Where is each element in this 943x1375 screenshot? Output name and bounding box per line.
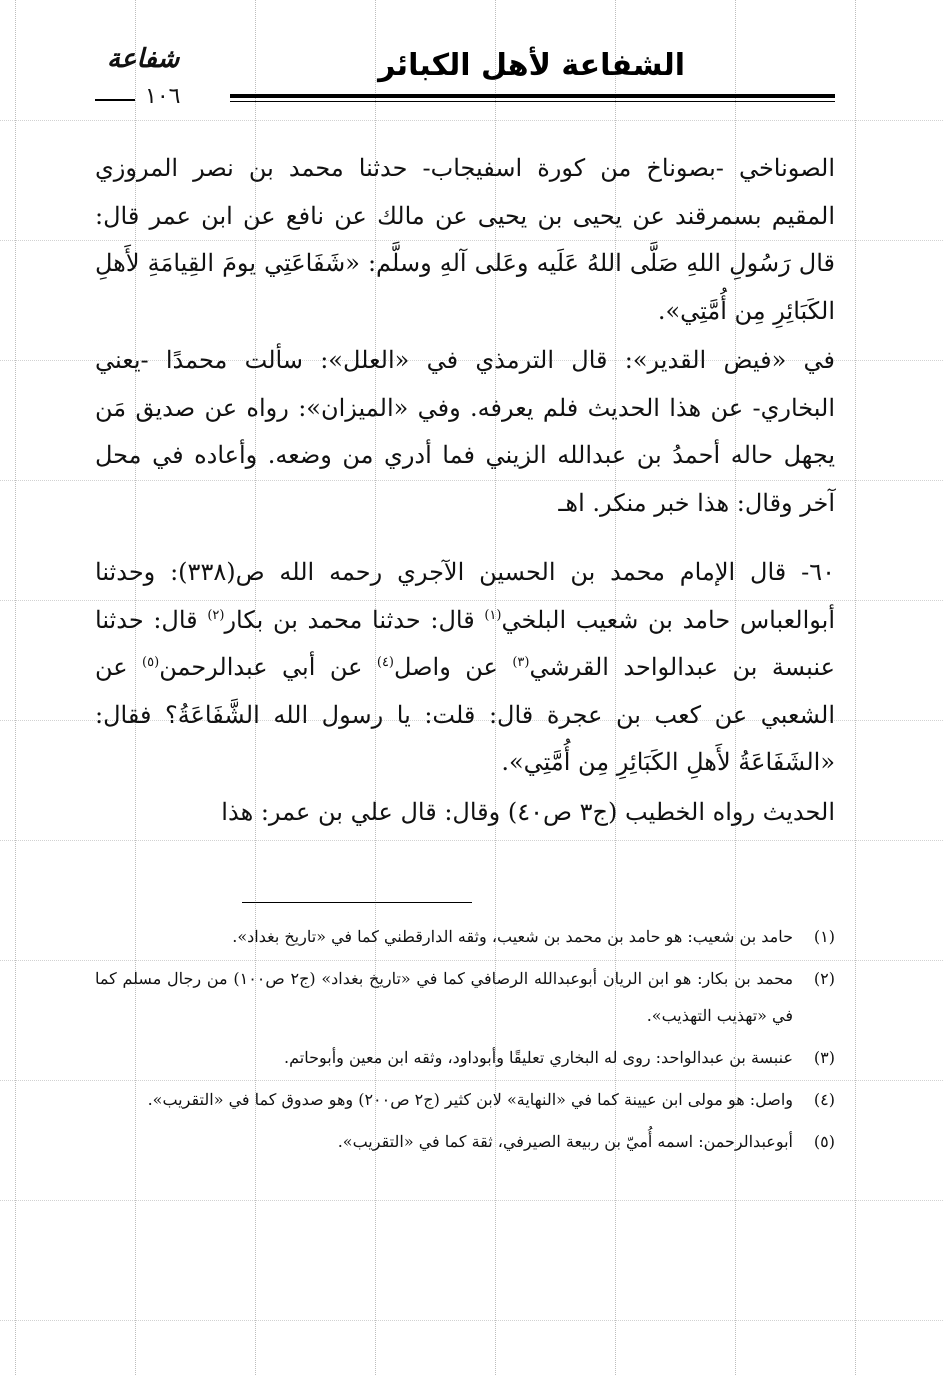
footnotes bbox=[95, 918, 835, 1160]
grid-line bbox=[0, 1200, 943, 1201]
text-run: قال: حدثنا محمد بن بكار bbox=[224, 605, 485, 634]
header-rule-short bbox=[95, 99, 135, 101]
footnote-text: أبوعبدالرحمن: اسمه أُميّ بن ربيعة الصيرفي، ثقة كما في «التقريب». bbox=[337, 1132, 793, 1151]
footnote-text: حامد بن شعيب: هو حامد بن محمد بن شعيب، وثقه الدارقطني كما في «تاريخ بغداد». bbox=[232, 927, 793, 946]
text-run: عن واصل bbox=[394, 653, 513, 681]
header-rule-thin bbox=[230, 101, 835, 102]
page-number: ١٠٦ bbox=[145, 84, 181, 109]
footnote bbox=[95, 960, 835, 1034]
running-title: الشفاعة لأهل الكبائر bbox=[378, 48, 685, 83]
header-rule bbox=[230, 94, 835, 98]
footnote bbox=[95, 918, 835, 955]
footnote-ref: (٤) bbox=[376, 655, 394, 670]
footnote-text: عنبسة بن عبدالواحد: روى له البخاري تعليقًا وأبوداود، وثقه ابن معين وأبوحاتم. bbox=[284, 1048, 793, 1067]
text-run: ٦٠- قال الإمام محمد بن الحسين الآجري رحمه الله ص(٣٣٨): وحدثنا أبوالعباس حامد بن شعيب البلخي bbox=[95, 558, 835, 634]
footnote-text: محمد بن بكار: هو ابن الريان أبوعبدالله الرصافي كما في «تاريخ بغداد» (ج٢ ص١٠٠) من رجال مسلم كما في «تهذيب التهذيب». bbox=[95, 969, 794, 1025]
logo-calligraphy: شفاعة bbox=[107, 44, 180, 74]
main-text bbox=[95, 145, 835, 836]
paragraph: الحديث رواه الخطيب (ج٣ ص٤٠) وقال: قال علي بن عمر: هذا bbox=[221, 797, 835, 826]
paragraph: في «فيض القدير»: قال الترمذي في «العلل»: سألت محمدًا -يعني البخاري- عن هذا الحديث فلم يعرفه. وفي «الميزان»: رواه عن صديق مَن يجهل حاله أحمدُ بن عبدالله الزيني فما أدري من وضعه. وأعاده في محل آخر وقال: هذا خبر منكر. اهـ bbox=[95, 346, 835, 517]
page-header bbox=[95, 30, 835, 110]
footnote-ref: (٥) bbox=[142, 655, 160, 670]
grid-line bbox=[15, 0, 16, 1375]
footnote bbox=[95, 1123, 835, 1160]
footnote-number: (٥) bbox=[813, 1132, 835, 1151]
text-run: قال: حدثنا عنبسة بن عبدالواحد القرشي bbox=[95, 605, 835, 681]
hadith-paragraph bbox=[95, 549, 835, 787]
paragraph: الصوناخي -بصوناخ من كورة اسفيجاب- حدثنا محمد بن نصر المروزي المقيم بسمرقند عن يحيى بن يحيى عن مالك عن نافع عن ابن عمر قال: قال رَسُولِ اللهِ صَلَّى اللهُ عَلَيه وعَلى آلهِ وسلَّم: «شَفَاعَتِي يومَ القِيامَةِ لأَهلِ الكَبَائِرِ مِن أُمَّتِي». bbox=[95, 154, 835, 325]
footnote-number: (٣) bbox=[813, 1048, 835, 1067]
grid-line bbox=[855, 0, 856, 1375]
footnote-ref: (٣) bbox=[512, 655, 530, 670]
footnote-number: (١) bbox=[813, 927, 835, 946]
grid-line bbox=[0, 1320, 943, 1321]
footnote bbox=[95, 1081, 835, 1118]
book-page bbox=[95, 30, 835, 1160]
footnote-number: (٢) bbox=[813, 969, 835, 988]
text-run: عن الشعبي عن كعب بن عجرة قال: قلت: يا رسول الله الشَّفَاعَةُ؟ فقال: «الشَفَاعَةُ لأَهلِ الكَبَائِرِ مِن أُمَّتِي». bbox=[95, 653, 835, 776]
footnote bbox=[95, 1039, 835, 1076]
footnote-ref: (٢) bbox=[207, 607, 225, 623]
footnote-number: (٤) bbox=[813, 1090, 835, 1109]
footnote-separator bbox=[242, 902, 472, 903]
text-run: عن أبي عبدالرحمن bbox=[159, 653, 377, 681]
footnote-text: واصل: هو مولى ابن عيينة كما في «النهاية» لابن كثير (ج٢ ص٢٠٠) وهو صدوق كما في «التقريب». bbox=[147, 1090, 793, 1109]
footnote-ref: (١) bbox=[484, 607, 502, 623]
